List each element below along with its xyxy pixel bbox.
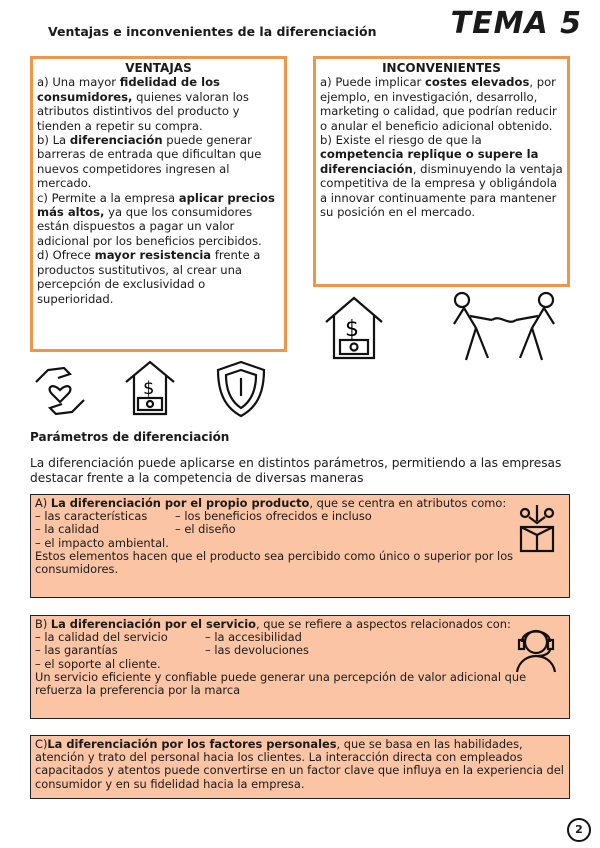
dollar-sign: $ [143, 378, 155, 399]
product-closing: Estos elementos hacen que el producto sea percibido como único o superior por los consumidores. [35, 548, 514, 577]
list-item: – el diseño [175, 522, 236, 537]
advantages-box [30, 56, 287, 352]
advantage-c: c) Permite a la empresa aplicar precios más altos, ya que los consumidores están dispuestos a pagar un valor adicional por los beneficios percibidos. [37, 190, 275, 248]
service-differentiation-box [30, 615, 570, 719]
advantage-a: a) Una mayor fidelidad de los consumidores, quienes valoran los atributos distintivos del producto y tienden a repetir su compra. [37, 75, 249, 133]
list-item: – las devoluciones [205, 643, 309, 658]
list-item: – la calidad [35, 522, 100, 537]
disadvantage-b: b) Existe el riesgo de que la competencia replique o supere la diferenciación, disminuyendo la ventaja competitiva de la empresa y obligándola a innovar continuamente para mantener su posición en el mercado. [320, 133, 563, 220]
page-number: 2 [567, 818, 591, 842]
list-item: – los beneficios ofrecidos e incluso [175, 509, 372, 524]
section-title: Parámetros de diferenciación [30, 430, 230, 444]
tug-of-war-icon [448, 288, 560, 364]
list-item: – las características [35, 509, 148, 524]
money-house-icon-2 [322, 294, 386, 362]
product-box-icon [511, 501, 563, 553]
list-item: – la calidad del servicio [35, 630, 168, 645]
shield-icon [214, 358, 268, 420]
heart-hands-icon [30, 360, 90, 420]
list-item: – las garantías [35, 643, 118, 658]
advantage-b: b) La diferenciación puede generar barreras de entrada que dificultan que nuevos competidores ingresen al mercado. [37, 133, 262, 191]
list-item: – el impacto ambiental. [35, 535, 169, 550]
page-title: Ventajas e inconvenientes de la diferenciación [48, 24, 377, 39]
section-intro: La diferenciación puede aplicarse en distintos parámetros, permitiendo a las empresas destacar frente a la competencia de diversas maneras [30, 456, 562, 485]
service-heading: B) La diferenciación por el servicio, que se refiere a aspectos relacionados con: [35, 617, 511, 631]
list-item: – la accesibilidad [205, 630, 302, 645]
money-house-icon [122, 358, 178, 418]
disadvantages-title: INCONVENIENTES [382, 61, 501, 75]
service-closing: Un servicio eficiente y confiable puede generar una percepción de valor adicional que refuerza la preferencia por la marca [35, 669, 527, 698]
product-heading: A) La diferenciación por el propio producto, que se centra en atributos como: [35, 496, 507, 510]
personal-text: C)La diferenciación por los factores personales, que se basa en las habilidades, atención y trato del personal hacia los clientes. La interacción directa con empleados capacitados y atentos puede convertirse en un factor clave que influya en la experiencia del consumidor y en su fidelidad hacia la empresa. [35, 737, 564, 791]
disadvantages-box [313, 56, 570, 287]
topic-label: TEMA 5 [450, 6, 582, 41]
advantages-title: VENTAJAS [125, 61, 192, 75]
advantage-d: d) Ofrece mayor resistencia frente a productos sustitutivos, al crear una percepción de exclusividad o superioridad. [37, 248, 261, 306]
disadvantage-a: a) Puede implicar costes elevados, por ejemplo, en investigación, desarrollo, marketing o calidad, que podrían reducir o anular el beneficio adicional obtenido. [320, 75, 557, 133]
list-item: – el soporte al cliente. [35, 656, 161, 671]
headset-support-icon [513, 622, 559, 674]
personal-differentiation-box [30, 735, 570, 799]
dollar-sign-2: $ [345, 317, 359, 342]
product-differentiation-box [30, 494, 570, 598]
